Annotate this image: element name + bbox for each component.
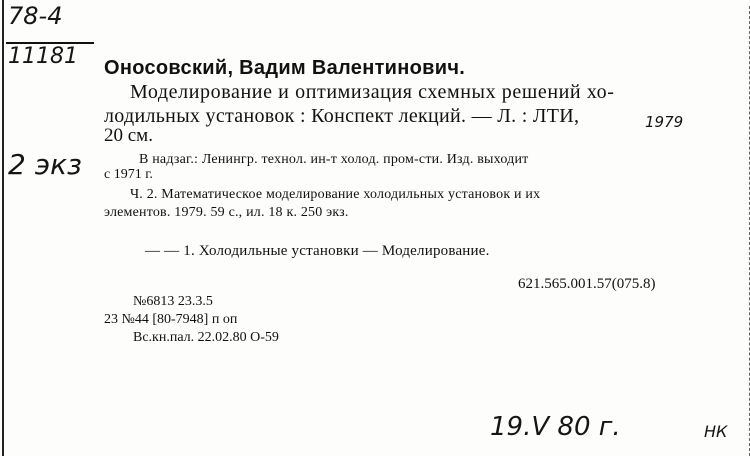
udc-classification: 621.565.001.57(075.8) bbox=[518, 276, 656, 292]
handwritten-date: 19.V 80 г. bbox=[490, 412, 621, 442]
handwritten-inventory-number: 11181 bbox=[8, 44, 78, 69]
publisher-note-line-2: с 1971 г. bbox=[104, 167, 153, 182]
handwritten-copies-note: 2 экз bbox=[8, 148, 82, 181]
handwritten-initials: НК bbox=[704, 422, 728, 441]
record-line-3: Вс.кн.пал. 22.02.80 О-59 bbox=[133, 330, 279, 345]
handwritten-year: 1979 bbox=[645, 113, 684, 131]
author-heading: Оносовский, Вадим Валентинович. bbox=[104, 57, 466, 79]
part-description-line-2: элементов. 1979. 59 с., ил. 18 к. 250 экз. bbox=[104, 205, 349, 220]
handwritten-accession-number: 78-4 bbox=[8, 2, 63, 30]
title-line-1: Моделирование и оптимизация схемных решений хо- bbox=[130, 81, 615, 103]
publisher-note-line-1: В надзаг.: Ленингр. технол. ин-т холод. пром-сти. Изд. выходит bbox=[139, 152, 529, 167]
record-line-2: 23 №44 [80-7948] п оп bbox=[104, 312, 238, 327]
record-line-1: №6813 23.3.5 bbox=[133, 294, 213, 309]
part-description-line-1: Ч. 2. Математическое моделирование холодильных установок и их bbox=[130, 187, 541, 202]
title-line-2: лодильных установок : Конспект лекций. — Л. : ЛТИ, bbox=[104, 105, 580, 127]
subject-heading: — — 1. Холодильные установки — Моделирование. bbox=[145, 243, 490, 259]
physical-size: 20 см. bbox=[104, 125, 153, 146]
